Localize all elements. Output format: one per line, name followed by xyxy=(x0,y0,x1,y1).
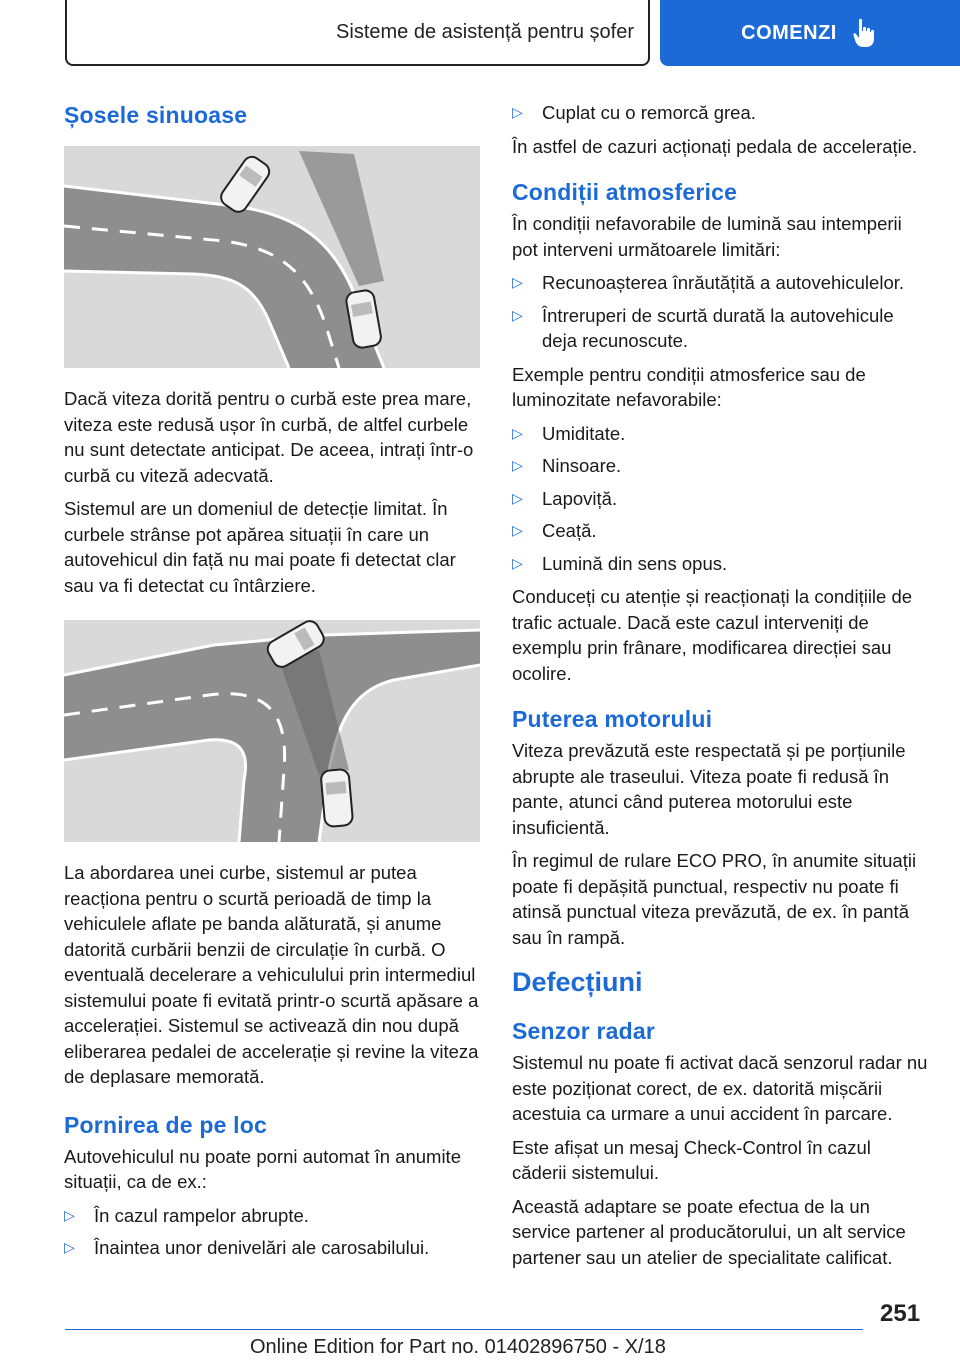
section-title-text: Sisteme de asistență pentru șofer xyxy=(336,20,634,43)
left-column xyxy=(64,100,482,1269)
list-item: ▷ Cuplat cu o remorcă grea. xyxy=(512,100,928,126)
page-header xyxy=(0,0,960,66)
triangle-bullet-icon: ▷ xyxy=(512,104,523,120)
bullet-list xyxy=(64,1203,482,1261)
paragraph: Autovehiculul nu poate porni automat în anumite situații, ca de ex.: xyxy=(64,1145,461,1192)
section-title xyxy=(65,0,650,66)
hand-pointer-icon xyxy=(853,18,879,48)
paragraph: La abordarea unei curbe, sistemul ar putea reacționa pentru o scurtă perioadă de timp la vehiculele aflate pe banda alăturată, și anume datorită curbării benzii de circulație în curbă. O eventuală decelerare a vehiculului prin intermediul sistemului poate fi evitată printr-o scurtă apăsare a accelerației. Sistemul se activează din nou după eliberarea pedalei de accelerație și revine la viteza de deplasare memorată. xyxy=(64,862,479,1087)
triangle-bullet-icon: ▷ xyxy=(512,457,523,473)
figure-curve-1 xyxy=(64,146,480,368)
chapter-tab[interactable] xyxy=(660,0,960,66)
triangle-bullet-icon: ▷ xyxy=(64,1239,75,1255)
bullet-list xyxy=(512,100,928,126)
paragraph: Sistemul are un domeniul de detecție limitat. În curbele strânse pot apărea situații în care un autovehicul din față nu mai poate fi detectat clar sau va fi detectat cu întârziere. xyxy=(64,498,456,596)
list-item: ▷ Ninsoare. xyxy=(512,453,928,479)
bullet-list xyxy=(512,270,928,354)
list-item: ▷ Ceață. xyxy=(512,518,928,544)
list-item: ▷ Lumină din sens opus. xyxy=(512,551,928,577)
paragraph: Această adaptare se poate efectua de la un service partener al producătorului, un alt service partener sau un atelier de specialitate calificat. xyxy=(512,1195,906,1268)
footer-divider xyxy=(65,1329,863,1330)
list-item: ▷ Recunoașterea înrăutățită a autovehiculelor. xyxy=(512,270,928,296)
heading-engine-power: Puterea motorului xyxy=(512,706,713,732)
paragraph: În regimul de rulare ECO PRO, în anumite situații poate fi depășită punctual, respectiv nu poate fi atinsă punctual viteza prevăzută, de ex. în pantă sau în rampă. xyxy=(512,850,917,948)
paragraph: Dacă viteza dorită pentru o curbă este prea mare, viteza este redusă ușor în curbă, de altfel curbele nu sunt detectate anticipat. De aceea, intrați într-o curbă cu viteză adecvată. xyxy=(64,388,474,486)
heading-starting-off: Pornirea de pe loc xyxy=(64,1111,267,1138)
list-item: ▷ Înaintea unor denivelări ale carosabilului. xyxy=(64,1235,482,1261)
triangle-bullet-icon: ▷ xyxy=(512,306,523,323)
paragraph: În condiții nefavorabile de lumină sau intemperii pot interveni următoarele limitări: xyxy=(512,213,902,260)
triangle-bullet-icon: ▷ xyxy=(512,424,523,441)
paragraph: Conduceți cu atenție și reacționați la condițiile de trafic actuale. Dacă este cazul interveniți de exemplu prin frânare, modificarea direcției sau ocolire. xyxy=(512,586,913,684)
figure-curve-2 xyxy=(64,620,480,842)
triangle-bullet-icon: ▷ xyxy=(512,554,523,571)
list-item: ▷ Umiditate. xyxy=(512,421,928,447)
heading-winding-roads: Șosele sinuoase xyxy=(64,102,248,128)
triangle-bullet-icon: ▷ xyxy=(512,522,523,538)
paragraph: Este afișat un mesaj Check-Control în cazul căderii sistemului. xyxy=(512,1136,871,1183)
edition-footer: Online Edition for Part no. 01402896750 - X/18 xyxy=(250,1336,666,1358)
heading-weather: Condiții atmosferice xyxy=(512,179,738,205)
section-heading-malfunctions: Defecțiuni xyxy=(512,967,643,997)
list-item: ▷ Lapoviță. xyxy=(512,486,928,512)
bullet-list xyxy=(512,421,928,577)
triangle-bullet-icon: ▷ xyxy=(512,489,523,506)
triangle-bullet-icon: ▷ xyxy=(64,1206,75,1223)
triangle-bullet-icon: ▷ xyxy=(512,274,523,290)
paragraph: Viteza prevăzută este respectată și pe porțiunile abrupte ale traseului. Viteza poate fi redusă în pante, atunci când puterea motorului este insuficientă. xyxy=(512,740,906,838)
right-column xyxy=(512,100,928,1278)
paragraph: Sistemul nu poate fi activat dacă senzorul radar nu este poziționat corect, de ex. datorită mișcării acestuia ca urmare a unui accident în parcare. xyxy=(512,1052,928,1124)
paragraph: Exemple pentru condiții atmosferice sau de luminozitate nefavorabile: xyxy=(512,363,866,410)
page-number: 251 xyxy=(880,1300,921,1327)
chapter-tab-label: COMENZI xyxy=(741,21,837,44)
paragraph: În astfel de cazuri acționați pedala de accelerație. xyxy=(512,135,918,157)
list-item: ▷ În cazul rampelor abrupte. xyxy=(64,1203,482,1229)
list-item: ▷ Întreruperi de scurtă durată la autovehicule deja recunoscute. xyxy=(512,304,894,351)
heading-radar-sensor: Senzor radar xyxy=(512,1018,656,1044)
